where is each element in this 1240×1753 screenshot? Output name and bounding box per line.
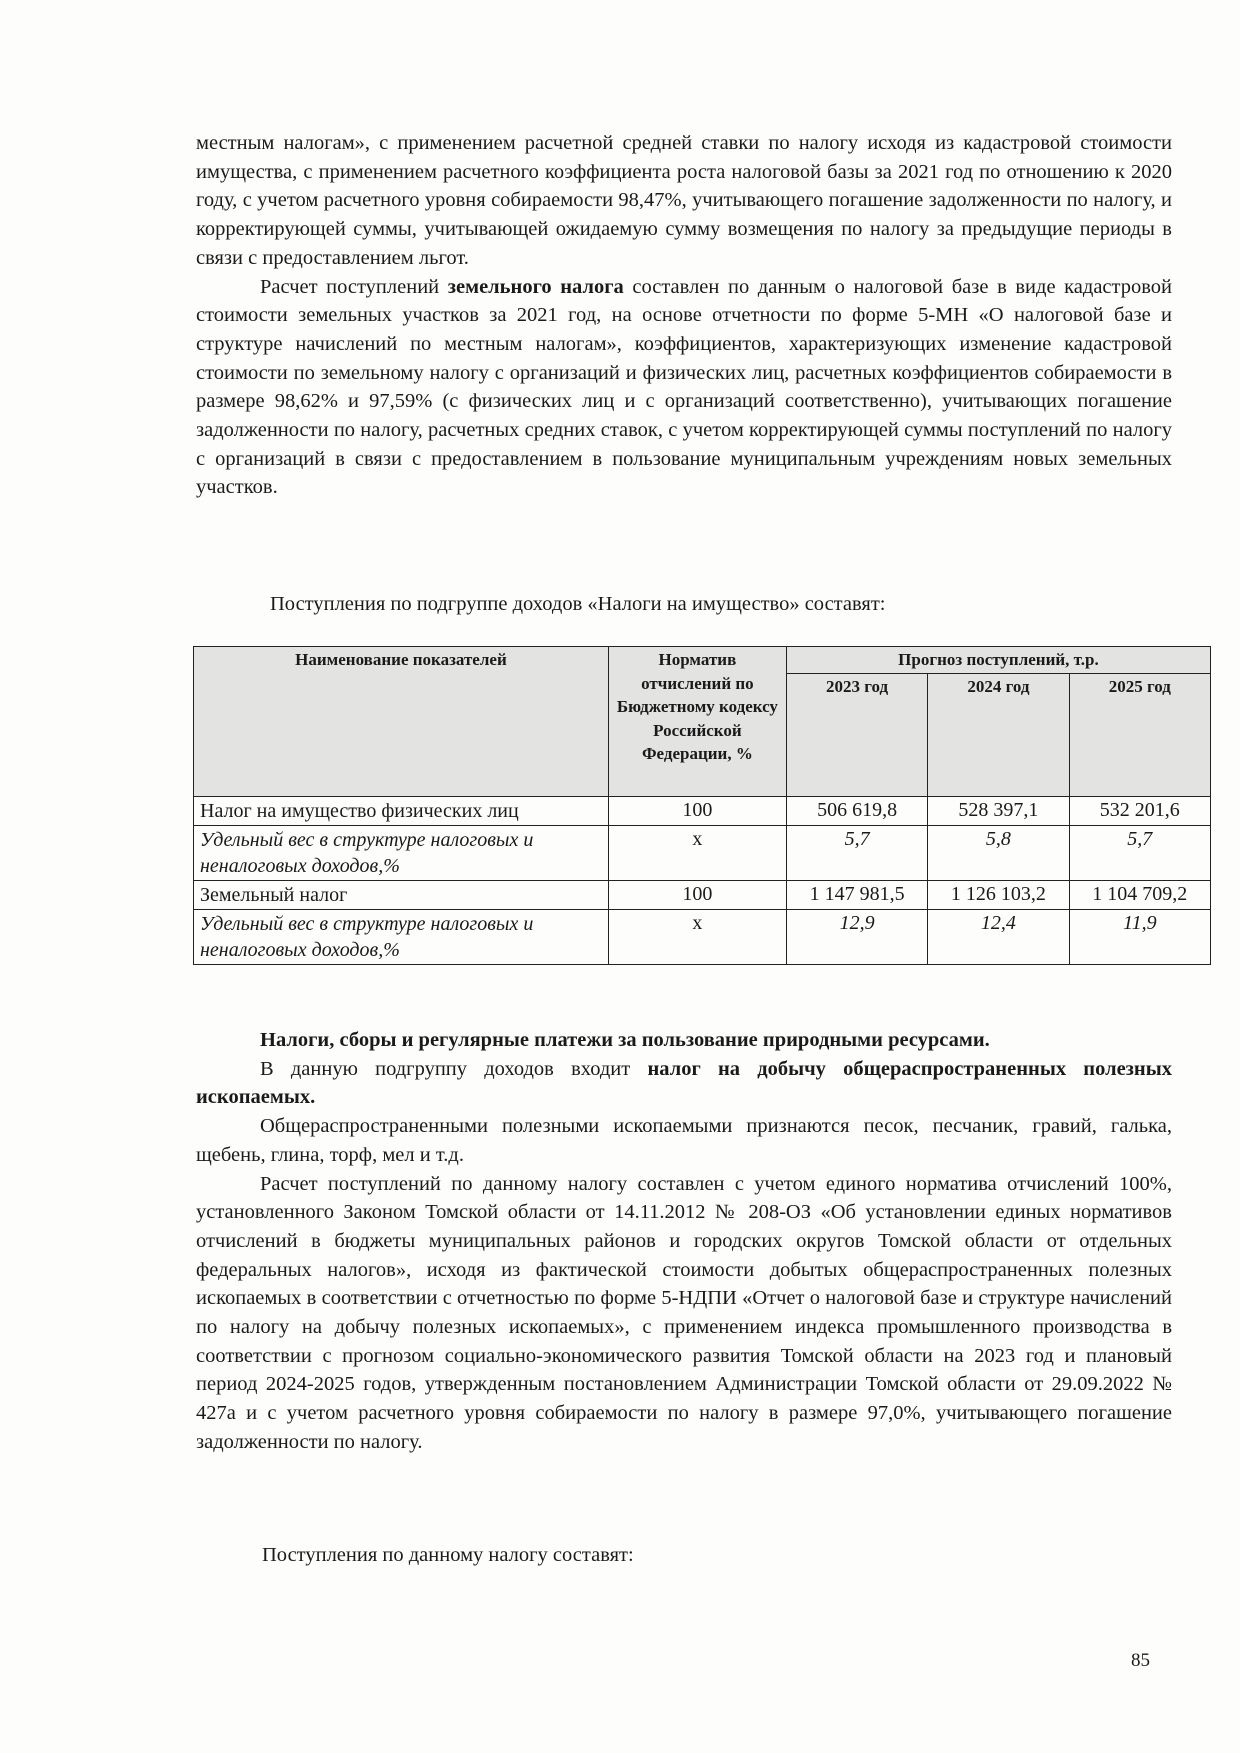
row-value-2023: 12,9	[786, 909, 927, 964]
section-natural-resources	[196, 1026, 1172, 1457]
paragraph-minerals: Общераспространенными полезными ископаемыми признаются песок, песчаник, гравий, галька, щебень, глина, торф, мел и т.д.	[196, 1115, 1172, 1166]
header-year-2023: 2023 год	[786, 673, 927, 796]
property-tax-table	[193, 646, 1211, 965]
paragraph-land-tax: Расчет поступлений земельного налога составлен по данным о налоговой базе в виде кадастровой стоимости земельных участков за 2021 год, на основе отчетности по форме 5-МН «О налоговой базе и структуре начислений по местным налогам», коэффициентов, характеризующих изменение кадастровой стоимости по земельному налогу с организаций и физических лиц, расчетных коэффициентов собираемости в размере 98,62% и 97,59% (с физических лиц и с организаций соответственно), учитывающих погашение задолженности по налогу, расчетных средних ставок, с учетом корректирующей суммы поступлений по налогу с организаций в связи с предоставлением в пользование муниципальным учреждениям новых земельных участков.	[196, 275, 1172, 499]
land-tax-term: земельного налога	[447, 275, 624, 298]
header-forecast: Прогноз поступлений, т.р.	[786, 647, 1210, 674]
table-row	[194, 796, 1211, 825]
row-value-2023: 5,7	[786, 825, 927, 880]
row-value-2024: 12,4	[928, 909, 1069, 964]
row-value-2023: 1 147 981,5	[786, 880, 927, 909]
section-property-tax-text	[196, 129, 1172, 502]
row-norm: х	[608, 825, 786, 880]
row-name: Удельный вес в структуре налоговых и неналоговых доходов,%	[194, 825, 609, 880]
table-caption: Поступления по подгруппе доходов «Налоги на имущество» составят:	[270, 593, 886, 615]
row-norm: х	[608, 909, 786, 964]
paragraph-property-tax-continued: местным налогам», с применением расчетной средней ставки по налогу исходя из кадастровой стоимости имущества, с применением расчетного коэффициента роста налоговой базы за 2021 год по отношению к 2020 году, с учетом расчетного уровня собираемости 98,47%, учитывающего погашение задолженности по налогу, и корректирующей суммы, учитывающей ожидаемую сумму возмещения по налогу за предыдущие периоды в связи с предоставлением льгот.	[196, 132, 1172, 269]
row-value-2024: 528 397,1	[928, 796, 1069, 825]
header-name: Наименование показателей	[194, 647, 609, 797]
header-year-2025: 2025 год	[1069, 673, 1210, 796]
row-norm: 100	[608, 796, 786, 825]
header-year-2024: 2024 год	[928, 673, 1069, 796]
row-value-2025: 1 104 709,2	[1069, 880, 1210, 909]
row-norm: 100	[608, 880, 786, 909]
row-value-2025: 532 201,6	[1069, 796, 1210, 825]
header-norm: Норматив отчислений по Бюджетному кодексу Российской Федерации, %	[608, 647, 786, 797]
table-row	[194, 825, 1211, 880]
table-row	[194, 880, 1211, 909]
row-value-2024: 1 126 103,2	[928, 880, 1069, 909]
section-heading: Налоги, сборы и регулярные платежи за пользование природными ресурсами.	[260, 1029, 990, 1051]
row-name: Удельный вес в структуре налоговых и неналоговых доходов,%	[194, 909, 609, 964]
row-value-2024: 5,8	[928, 825, 1069, 880]
row-name: Земельный налог	[194, 880, 609, 909]
paragraph-calculation: Расчет поступлений по данному налогу составлен с учетом единого норматива отчислений 100%, установленного Законом Томской области от 14.11.2012 № 208-ОЗ «Об установлении единых нормативов отчислений в бюджеты муниципальных районов и городских округов Томской области от отдельных федеральных налогов», исходя из фактической стоимости добытых общераспространенных полезных ископаемых в соответствии с отчетностью по форме 5-НДПИ «Отчет о налоговой базе и структуре начислений по налогу на добычу полезных ископаемых», с применением индекса промышленного производства в соответствии с прогнозом социально-экономического развития Томской области на 2023 год и плановый период 2024-2025 годов, утвержденным постановлением Администрации Томской области от 29.09.2022 № 427а и с учетом расчетного уровня собираемости по налогу в размере 97,0%, учитывающего погашение задолженности по налогу.	[196, 1172, 1172, 1453]
table-row	[194, 909, 1211, 964]
page-number: 85	[1131, 1650, 1150, 1671]
row-name: Налог на имущество физических лиц	[194, 796, 609, 825]
row-value-2025: 5,7	[1069, 825, 1210, 880]
row-value-2023: 506 619,8	[786, 796, 927, 825]
mineral-tax-term: налог на добычу общераспространенных полезных ископаемых.	[196, 1057, 1172, 1109]
paragraph-subgroup: В данную подгруппу доходов входит налог на добычу общераспространенных полезных ископаемых.	[196, 1057, 1172, 1109]
closing-caption: Поступления по данному налогу составят:	[262, 1544, 634, 1566]
row-value-2025: 11,9	[1069, 909, 1210, 964]
